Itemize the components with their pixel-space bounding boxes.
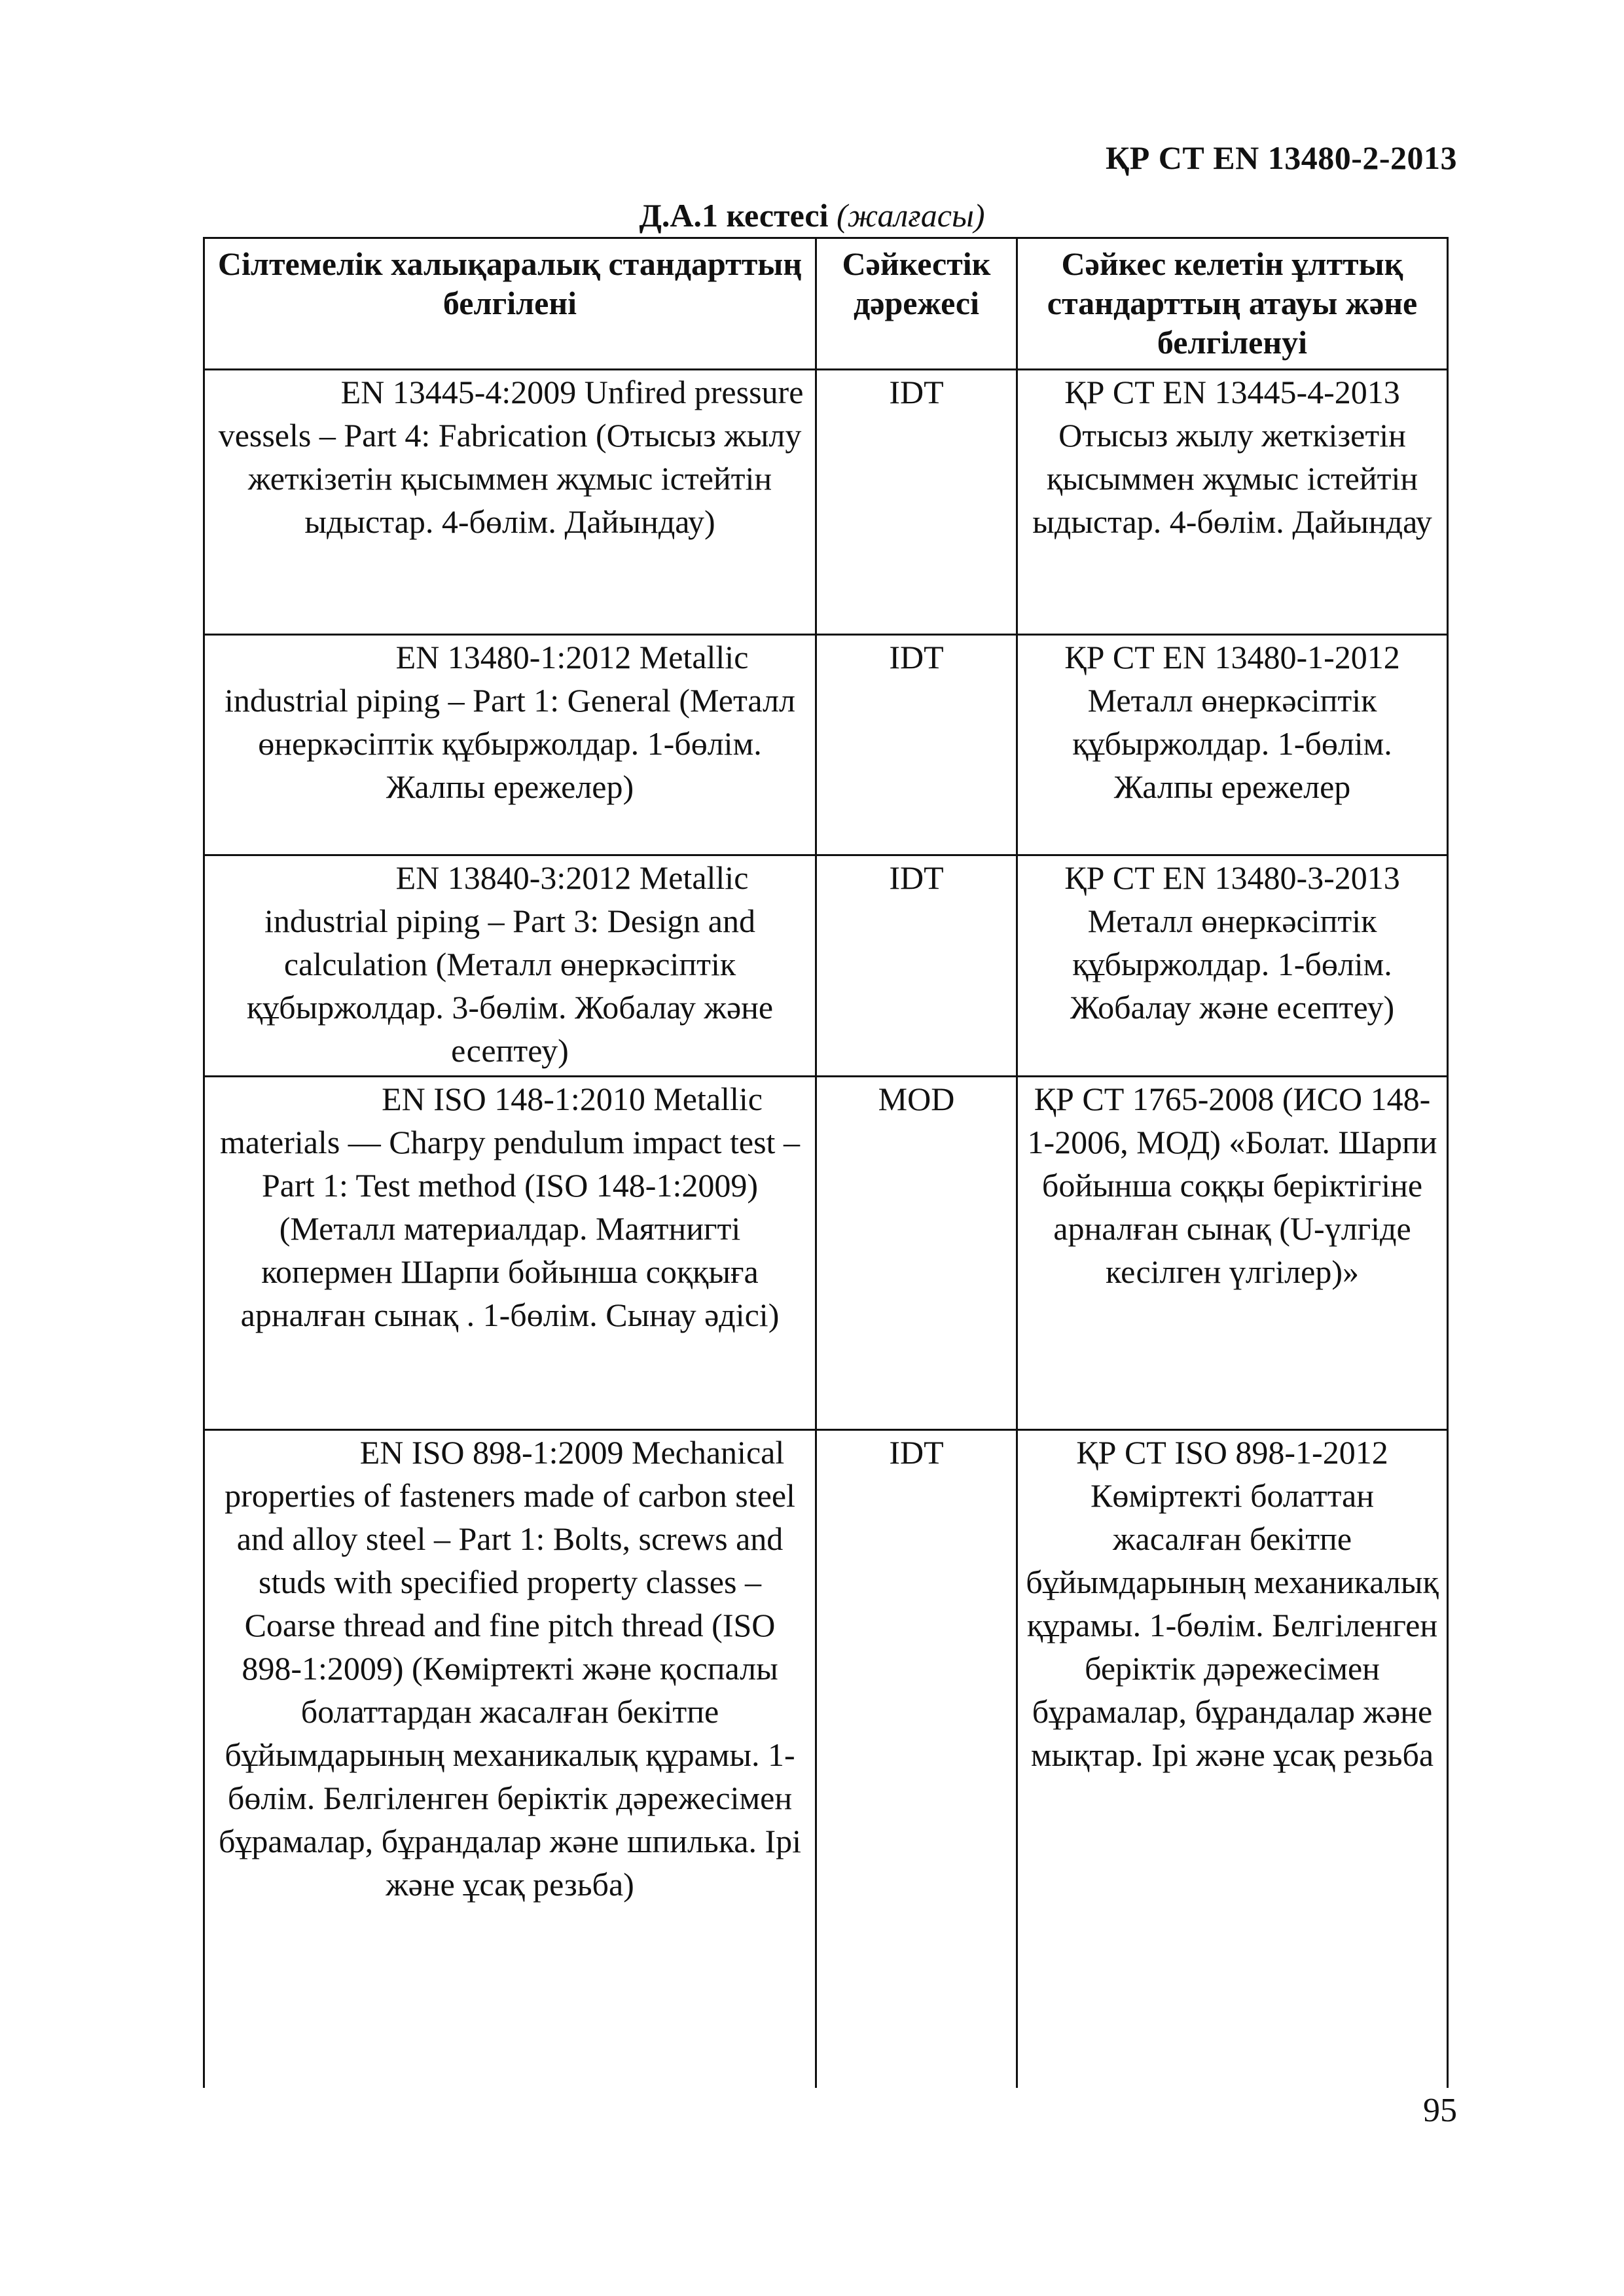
table-header-row xyxy=(204,238,1448,370)
reference-standard-cell: EN ISO 898-1:2009 Mechanical properties of fasteners made of carbon steel and alloy steel – Part 1: Bolts, screws and studs with specified property classes – Coarse thread and fine pitch thread (ISO 898-1:2009) (Көміртекті және қоспалы болаттардан жасалған бекітпе бұйымдарының механикалық құрамы. 1-бөлім. Белгіленген беріктік дәрежесімен бұрамалар, бұрандалар және шпилька. Ірі және ұсақ резьба) xyxy=(204,1430,816,2088)
column-header-degree: Сәйкестік дәрежесі xyxy=(816,238,1017,370)
table-row xyxy=(204,1077,1448,1430)
national-standard-cell: ҚР СТ EN 13480-1-2012 Металл өнеркәсіптік құбыржолдар. 1-бөлім. Жалпы ережелер xyxy=(1017,635,1448,855)
column-header-reference: Сілтемелік халықаралық стандарттың белгілені xyxy=(204,238,816,370)
degree-cell: IDT xyxy=(816,370,1017,635)
standards-table xyxy=(203,237,1449,2088)
table-row xyxy=(204,635,1448,855)
degree-cell: IDT xyxy=(816,635,1017,855)
table-row xyxy=(204,370,1448,635)
document-code: ҚР СТ EN 13480-2-2013 xyxy=(1105,139,1457,176)
table-caption xyxy=(0,196,1624,234)
column-header-national: Сәйкес келетін ұлттық стандарттың атауы және белгіленуі xyxy=(1017,238,1448,370)
national-standard-cell: ҚР СТ ISO 898-1-2012 Көміртекті болаттан жасалған бекітпе бұйымдарының механикалық құрамы. 1-бөлім. Белгіленген беріктік дәрежесімен бұрамалар, бұрандалар және мықтар. Ірі және ұсақ резьба xyxy=(1017,1430,1448,2088)
national-standard-cell: ҚР СТ EN 13480-3-2013 Металл өнеркәсіптік құбыржолдар. 1-бөлім. Жобалау және есептеу) xyxy=(1017,855,1448,1077)
degree-cell: IDT xyxy=(816,855,1017,1077)
degree-cell: IDT xyxy=(816,1430,1017,2088)
national-standard-cell: ҚР СТ EN 13445-4-2013 Отысыз жылу жеткізетін қысыммен жұмыс істейтін ыдыстар. 4-бөлім. Дайындау xyxy=(1017,370,1448,635)
national-standard-cell: ҚР СТ 1765-2008 (ИСО 148-1-2006, МОД) «Болат. Шарпи бойынша соққы беріктігіне арналған сынақ (U-үлгіде кесілген үлгілер)» xyxy=(1017,1077,1448,1430)
degree-cell: MOD xyxy=(816,1077,1017,1430)
table-row xyxy=(204,1430,1448,2088)
table-row xyxy=(204,855,1448,1077)
reference-standard-cell: EN 13445-4:2009 Unfired pressure vessels – Part 4: Fabrication (Отысыз жылу жеткізетін қысыммен жұмыс істейтін ыдыстар. 4-бөлім. Дайындау) xyxy=(204,370,816,635)
table-caption-title: Д.А.1 кестесі xyxy=(639,197,829,234)
reference-standard-cell: EN 13480-1:2012 Metallic industrial piping – Part 1: General (Металл өнеркәсіптік құбыржолдар. 1-бөлім. Жалпы ережелер) xyxy=(204,635,816,855)
reference-standard-cell: EN ISO 148-1:2010 Metallic materials — Charpy pendulum impact test – Part 1: Test method (ISO 148-1:2009) (Металл материалдар. Маятнигті копермен Шарпи бойынша соққыға арналған сынақ . 1-бөлім. Сынау әдісі) xyxy=(204,1077,816,1430)
page-number: 95 xyxy=(1423,2092,1457,2129)
reference-standard-cell: EN 13840-3:2012 Metallic industrial piping – Part 3: Design and calculation (Металл өнеркәсіптік құбыржолдар. 3-бөлім. Жобалау және есептеу) xyxy=(204,855,816,1077)
table-caption-continuation: (жалғасы) xyxy=(837,197,985,234)
